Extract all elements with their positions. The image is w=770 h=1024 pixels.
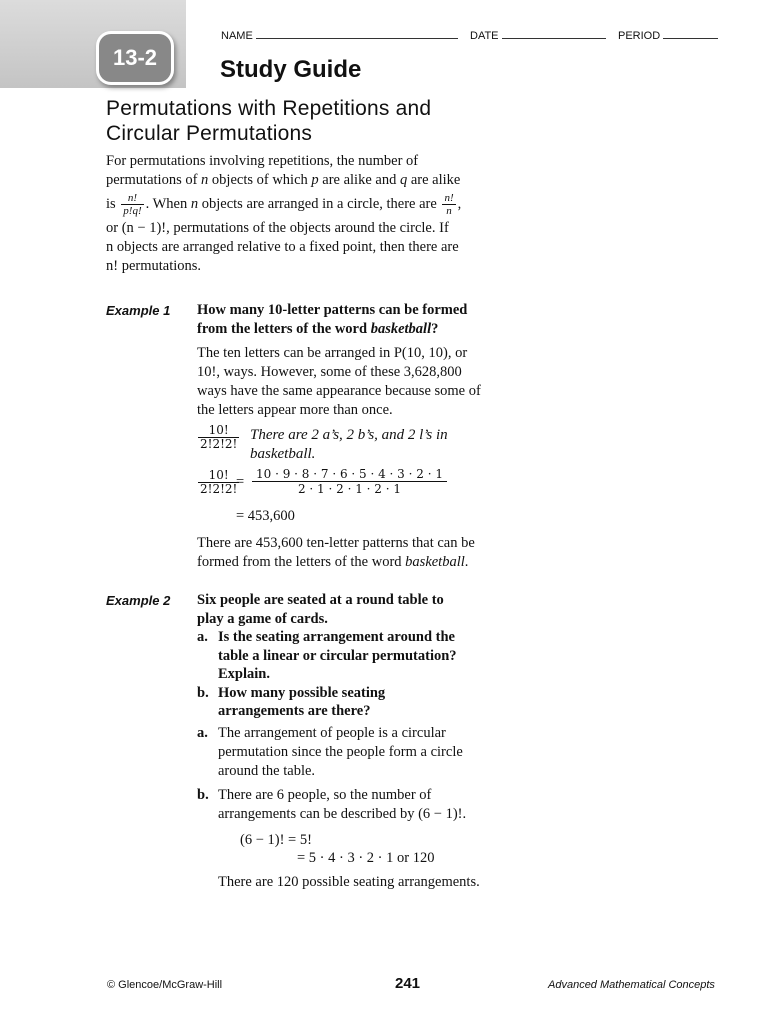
variable: p bbox=[311, 172, 319, 188]
question-line: How many 10-letter patterns can be formed bbox=[197, 302, 468, 318]
text-run: formed from the letters of the word bbox=[197, 554, 406, 570]
intro-line: n objects are arranged relative to a fixed point, then there are bbox=[106, 239, 459, 255]
question-line: table a linear or circular permutation? bbox=[218, 647, 457, 664]
date-label: DATE bbox=[470, 30, 499, 42]
intro-line bbox=[106, 192, 551, 217]
question-part-a bbox=[197, 628, 557, 684]
word-basketball: basketball bbox=[405, 554, 465, 570]
text-run: from the letters of the word bbox=[197, 320, 371, 337]
answer-line: The arrangement of people is a circular bbox=[218, 725, 446, 741]
name-field bbox=[221, 28, 458, 42]
note-line: basketball. bbox=[250, 446, 316, 462]
part-marker: a. bbox=[197, 725, 208, 741]
question-line: arrangements are there? bbox=[218, 703, 371, 719]
intro-line: For permutations involving repetitions, the number of bbox=[106, 153, 419, 169]
question-part-b bbox=[197, 684, 557, 721]
answer-line: permutation since the people form a circle bbox=[218, 744, 463, 760]
example1-label: Example 1 bbox=[106, 303, 171, 318]
question-line: How many possible seating bbox=[218, 684, 386, 701]
question-line: Six people are seated at a round table to bbox=[197, 592, 444, 608]
conclusion-line: There are 453,600 ten-letter patterns that can be bbox=[197, 535, 475, 551]
equals-sign: = bbox=[236, 474, 245, 490]
example1-fraction bbox=[198, 424, 239, 451]
intro-line bbox=[106, 171, 551, 190]
period-label: PERIOD bbox=[618, 30, 661, 42]
example1-note bbox=[250, 426, 448, 464]
lesson-title-line1: Permutations with Repetitions and bbox=[106, 97, 432, 120]
variable: n bbox=[201, 172, 209, 188]
example1-explanation bbox=[197, 344, 557, 420]
copyright: © Glencoe/McGraw-Hill bbox=[107, 979, 223, 991]
text-run: objects of which bbox=[208, 172, 312, 188]
fraction-denominator: 2!2!2! bbox=[200, 482, 238, 496]
text-run: . bbox=[464, 554, 469, 570]
question-line: play a game of cards. bbox=[197, 610, 328, 627]
example1-conclusion bbox=[197, 534, 557, 572]
intro-line: n! permutations. bbox=[106, 258, 202, 274]
repetition-fraction bbox=[121, 192, 143, 217]
answer-line: There are 6 people, so the number of bbox=[218, 787, 432, 803]
text-run: permutations of bbox=[106, 172, 202, 188]
word-basketball: basketball bbox=[370, 320, 432, 337]
text-run: , bbox=[457, 195, 462, 212]
name-blank-line[interactable] bbox=[256, 28, 458, 39]
lesson-title bbox=[106, 96, 566, 146]
question-line bbox=[197, 320, 557, 339]
fraction-numerator: 10 · 9 · 8 · 7 · 6 · 5 · 4 · 3 · 2 · 1 bbox=[252, 467, 447, 482]
intro-paragraph bbox=[106, 152, 551, 276]
lesson-title-line2: Circular Permutations bbox=[106, 122, 313, 145]
worksheet-type-heading: Study Guide bbox=[220, 56, 362, 83]
text-run: is bbox=[106, 195, 116, 212]
text-run: objects are arranged in a circle, there are bbox=[198, 195, 437, 212]
text-run: are alike bbox=[407, 172, 461, 188]
example1-question bbox=[197, 301, 557, 338]
calc-line-1: (6 − 1)! = 5! bbox=[240, 832, 312, 848]
intro-line: or (n − 1)!, permutations of the objects around the circle. If bbox=[106, 220, 449, 236]
note-line: There are 2 a’s, 2 b’s, and 2 l’s in bbox=[250, 427, 448, 443]
part-marker: b. bbox=[197, 684, 209, 701]
part-marker: a. bbox=[197, 629, 208, 645]
text-run: are alike and bbox=[318, 172, 400, 188]
example2-final: There are 120 possible seating arrangements. bbox=[218, 874, 480, 890]
question-line: Explain. bbox=[218, 666, 270, 682]
example1-equation-lhs bbox=[198, 469, 239, 496]
variable: q bbox=[399, 172, 408, 188]
answer-line: around the table. bbox=[218, 763, 316, 779]
fraction-numerator: n! bbox=[121, 192, 143, 205]
calc-line-2: = 5 · 4 · 3 · 2 · 1 or 120 bbox=[297, 850, 435, 866]
lesson-number-badge: 13-2 bbox=[99, 34, 171, 82]
body-line: ways have the same appearance because some of bbox=[197, 383, 481, 399]
period-field bbox=[618, 28, 718, 42]
name-label: NAME bbox=[221, 30, 253, 42]
example1-equation-rhs bbox=[252, 467, 447, 496]
question-line: Is the seating arrangement around the bbox=[218, 629, 455, 645]
fraction-denominator: 2 · 1 · 2 · 1 · 2 · 1 bbox=[297, 482, 401, 496]
page-number: 241 bbox=[395, 975, 421, 992]
text-run: . When bbox=[145, 195, 191, 212]
answer-part-a bbox=[197, 724, 557, 781]
fraction-numerator: 10! bbox=[198, 424, 239, 438]
fraction-numerator: 10! bbox=[198, 469, 239, 483]
text-run: ? bbox=[431, 320, 439, 337]
variable: n bbox=[190, 195, 199, 212]
body-line: 10!, ways. However, some of these 3,628,800 bbox=[197, 364, 462, 380]
date-field bbox=[470, 28, 606, 42]
fraction-denominator: p!q! bbox=[123, 205, 142, 217]
fraction-denominator: n bbox=[446, 205, 452, 217]
example2-answer bbox=[197, 724, 557, 824]
answer-part-b bbox=[197, 786, 557, 824]
period-blank-line[interactable] bbox=[663, 28, 718, 39]
date-blank-line[interactable] bbox=[502, 28, 606, 39]
example2-label: Example 2 bbox=[106, 593, 171, 608]
book-title: Advanced Mathematical Concepts bbox=[548, 979, 715, 991]
body-line: The ten letters can be arranged in P(10, 10), or bbox=[197, 345, 468, 361]
example2-question bbox=[197, 591, 557, 721]
body-line: the letters appear more than once. bbox=[197, 402, 393, 418]
answer-line: arrangements can be described by (6 − 1)!. bbox=[218, 806, 467, 822]
fraction-numerator: n! bbox=[444, 192, 454, 204]
example1-result: = 453,600 bbox=[236, 508, 295, 524]
circular-fraction bbox=[442, 192, 455, 217]
fraction-denominator: 2!2!2! bbox=[200, 437, 238, 451]
conclusion-line bbox=[197, 553, 557, 572]
part-marker: b. bbox=[197, 787, 209, 803]
